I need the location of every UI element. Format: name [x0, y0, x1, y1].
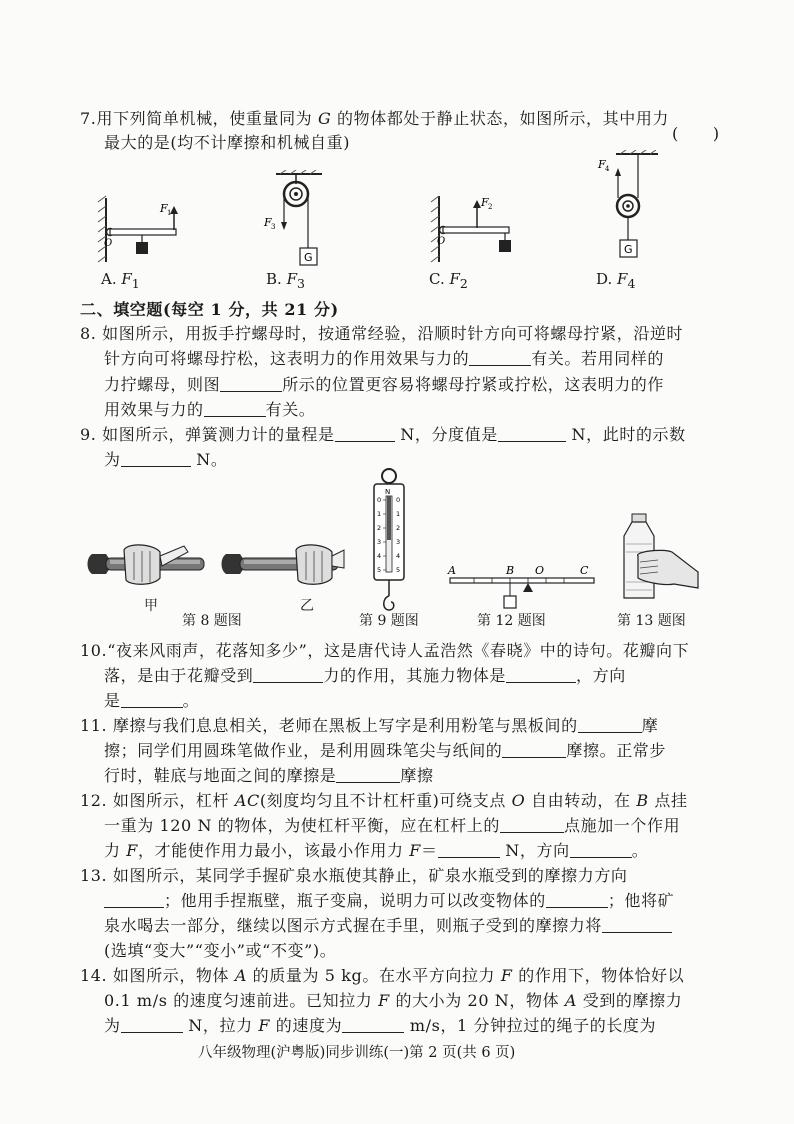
q10-blank-direction[interactable]: [121, 692, 183, 708]
q11-blank-3[interactable]: [336, 767, 400, 783]
q7-line1: 7.用下列简单机械，使重量同为 G 的物体都处于静止状态，如图所示，其中用力: [80, 109, 670, 128]
q9-blank-range[interactable]: [335, 426, 395, 442]
q12-blank-point[interactable]: [500, 817, 564, 833]
figure-b-fixed-pulley: [262, 170, 342, 270]
q13-line4: (选填“变大”“变小”或“不变”)。: [104, 941, 337, 960]
figure-8-wrench-jia: [84, 536, 212, 590]
q11-line3: 行时，鞋底与地面之间的摩擦是 摩擦: [104, 766, 434, 785]
q9-line1: 9. 如图所示，弹簧测力计的量程是 N，分度值是 N，此时的示数: [80, 425, 686, 444]
q11-blank-2[interactable]: [502, 742, 566, 758]
svg-text:5: 5: [377, 566, 382, 574]
q8-line4: 用效果与力的 有关。: [104, 400, 316, 419]
svg-text:3: 3: [377, 538, 382, 546]
svg-text:4: 4: [377, 552, 382, 560]
q13-blank-change[interactable]: [602, 917, 672, 933]
figure-a-lever: [92, 190, 192, 265]
q12-line3: 力 F，才能使作用力最小，该最小作用力 F＝ N，方向 。: [104, 841, 649, 860]
svg-text:1: 1: [377, 510, 382, 518]
svg-text:O: O: [535, 564, 545, 577]
q14-blank-friction[interactable]: [121, 1017, 183, 1033]
q8-blank-2[interactable]: [220, 376, 282, 392]
q13-line1: 13. 如图所示，某同学手握矿泉水瓶使其静止，矿泉水瓶受到的摩擦力方向: [80, 866, 628, 885]
figure-c-lever: [425, 190, 525, 265]
svg-text:O: O: [104, 238, 113, 249]
q10-line1: 10.“夜来风雨声，花落知多少”，这是唐代诗人孟浩然《春晓》中的诗句。花瓣向下: [80, 641, 690, 660]
figure-9-spring-scale: [364, 466, 414, 616]
svg-text:F: F: [160, 202, 168, 215]
svg-text:1: 1: [167, 209, 172, 217]
q12-line2: 一重为 120 N 的物体，为使杠杆平衡，应在杠杆上的 点施加一个作用: [104, 816, 681, 835]
svg-text:A: A: [448, 564, 456, 577]
q12-blank-direction[interactable]: [570, 842, 632, 858]
q13-blank-direction[interactable]: [104, 892, 164, 908]
q9-line2: 为 N。: [104, 450, 228, 469]
q11-blank-1[interactable]: [578, 717, 642, 733]
svg-text:0: 0: [377, 496, 382, 504]
q12-blank-force[interactable]: [438, 842, 500, 858]
svg-text:N: N: [385, 488, 391, 496]
svg-text:2: 2: [377, 524, 382, 532]
svg-text:B: B: [506, 564, 515, 577]
option-b-label[interactable]: B. $F_3$: [266, 270, 305, 291]
figure-13-caption: 第 13 题图: [617, 613, 686, 629]
figure-8-jia-label: 甲: [144, 598, 158, 614]
q14-line3: 为 N，拉力 F 的速度为 m/s，1 分钟拉过的绳子的长度为: [104, 1016, 657, 1035]
q10-blank-object[interactable]: [506, 667, 576, 683]
figure-d-movable-pulley: [592, 150, 662, 265]
svg-text:C: C: [580, 564, 589, 577]
q8-line3: 力拧螺母，则图 所示的位置更容易将螺母拧紧或拧松，这表明力的作: [104, 375, 665, 394]
q13-line3: 泉水喝去一部分，继续以图示方式握在手里，则瓶子受到的摩擦力将: [104, 913, 672, 936]
option-d-label[interactable]: D. $F_4$: [596, 270, 636, 291]
svg-text:5: 5: [396, 566, 401, 574]
svg-text:3: 3: [271, 223, 276, 231]
q8-blank-3[interactable]: [204, 401, 266, 417]
figure-13-bottle: [614, 512, 704, 604]
svg-text:G: G: [304, 251, 313, 264]
figure-8-caption: 第 8 题图: [182, 613, 242, 629]
q9-blank-reading[interactable]: [121, 451, 191, 467]
q7-line2: 最大的是(均不计摩擦和机械自重): [104, 133, 351, 152]
q10-line3: 是 。: [104, 691, 200, 710]
q14-blank-speed[interactable]: [342, 1017, 404, 1033]
q13-blank-shape[interactable]: [546, 892, 608, 908]
q12-line1: 12. 如图所示，杠杆 AC(刻度均匀且不计杠杆重)可绕支点 O 自由转动，在 B 点挂: [80, 791, 688, 810]
q10-line2: 落，是由于花瓣受到 力的作用，其施力物体是 ，方向: [104, 666, 626, 685]
figure-9-caption: 第 9 题图: [359, 613, 419, 629]
svg-text:4: 4: [396, 552, 401, 560]
svg-text:0: 0: [396, 496, 401, 504]
figure-8-wrench-yi: [218, 536, 346, 590]
q11-line1: 11. 摩擦与我们息息相关，老师在黑板上写字是利用粉笔与黑板间的 摩: [80, 716, 659, 735]
q11-line2: 擦；同学们用圆珠笔做作业，是利用圆珠笔尖与纸间的 摩擦。正常步: [104, 741, 667, 760]
q7-answer-bracket[interactable]: ( ): [672, 124, 720, 143]
svg-text:1: 1: [396, 510, 401, 518]
q10-blank-force[interactable]: [253, 667, 323, 683]
q14-line1: 14. 如图所示，物体 A 的质量为 5 kg。在水平方向拉力 F 的作用下，物体恰好以: [80, 966, 685, 985]
svg-text:G: G: [624, 243, 633, 256]
svg-text:2: 2: [396, 524, 401, 532]
q8-line1: 8. 如图所示，用扳手拧螺母时，按通常经验，沿顺时针方向可将螺母拧紧，沿逆时: [80, 324, 684, 343]
svg-text:F: F: [598, 158, 606, 171]
svg-text:3: 3: [396, 538, 401, 546]
svg-text:F: F: [264, 216, 272, 229]
section-heading-fill-blank: 二、填空题(每空 1 分，共 21 分): [80, 300, 339, 319]
q9-blank-division[interactable]: [498, 426, 566, 442]
svg-text:4: 4: [605, 165, 610, 173]
q14-line2: 0.1 m/s 的速度匀速前进。已知拉力 F 的大小为 20 N，物体 A 受到的摩擦力: [104, 991, 683, 1010]
figure-8-yi-label: 乙: [300, 598, 314, 614]
q13-line2: ；他用手捏瓶壁，瓶子变扁，说明力可以改变物体的 ；他将矿: [104, 888, 674, 911]
figure-12-lever: [444, 560, 604, 612]
svg-text:2: 2: [488, 203, 493, 211]
figure-12-caption: 第 12 题图: [477, 613, 546, 629]
option-a-label[interactable]: A. $F_1$: [101, 270, 140, 291]
option-c-label[interactable]: C. $F_2$: [429, 270, 468, 291]
svg-text:O: O: [437, 236, 446, 247]
q8-blank-1[interactable]: [469, 350, 531, 366]
q8-line2: 针方向可将螺母拧松，这表明力的作用效果与力的 有关。若用同样的: [104, 349, 665, 368]
page-footer: 八年级物理(沪粤版)同步训练(一)第 2 页(共 6 页): [198, 1045, 516, 1061]
svg-text:F: F: [481, 196, 489, 209]
